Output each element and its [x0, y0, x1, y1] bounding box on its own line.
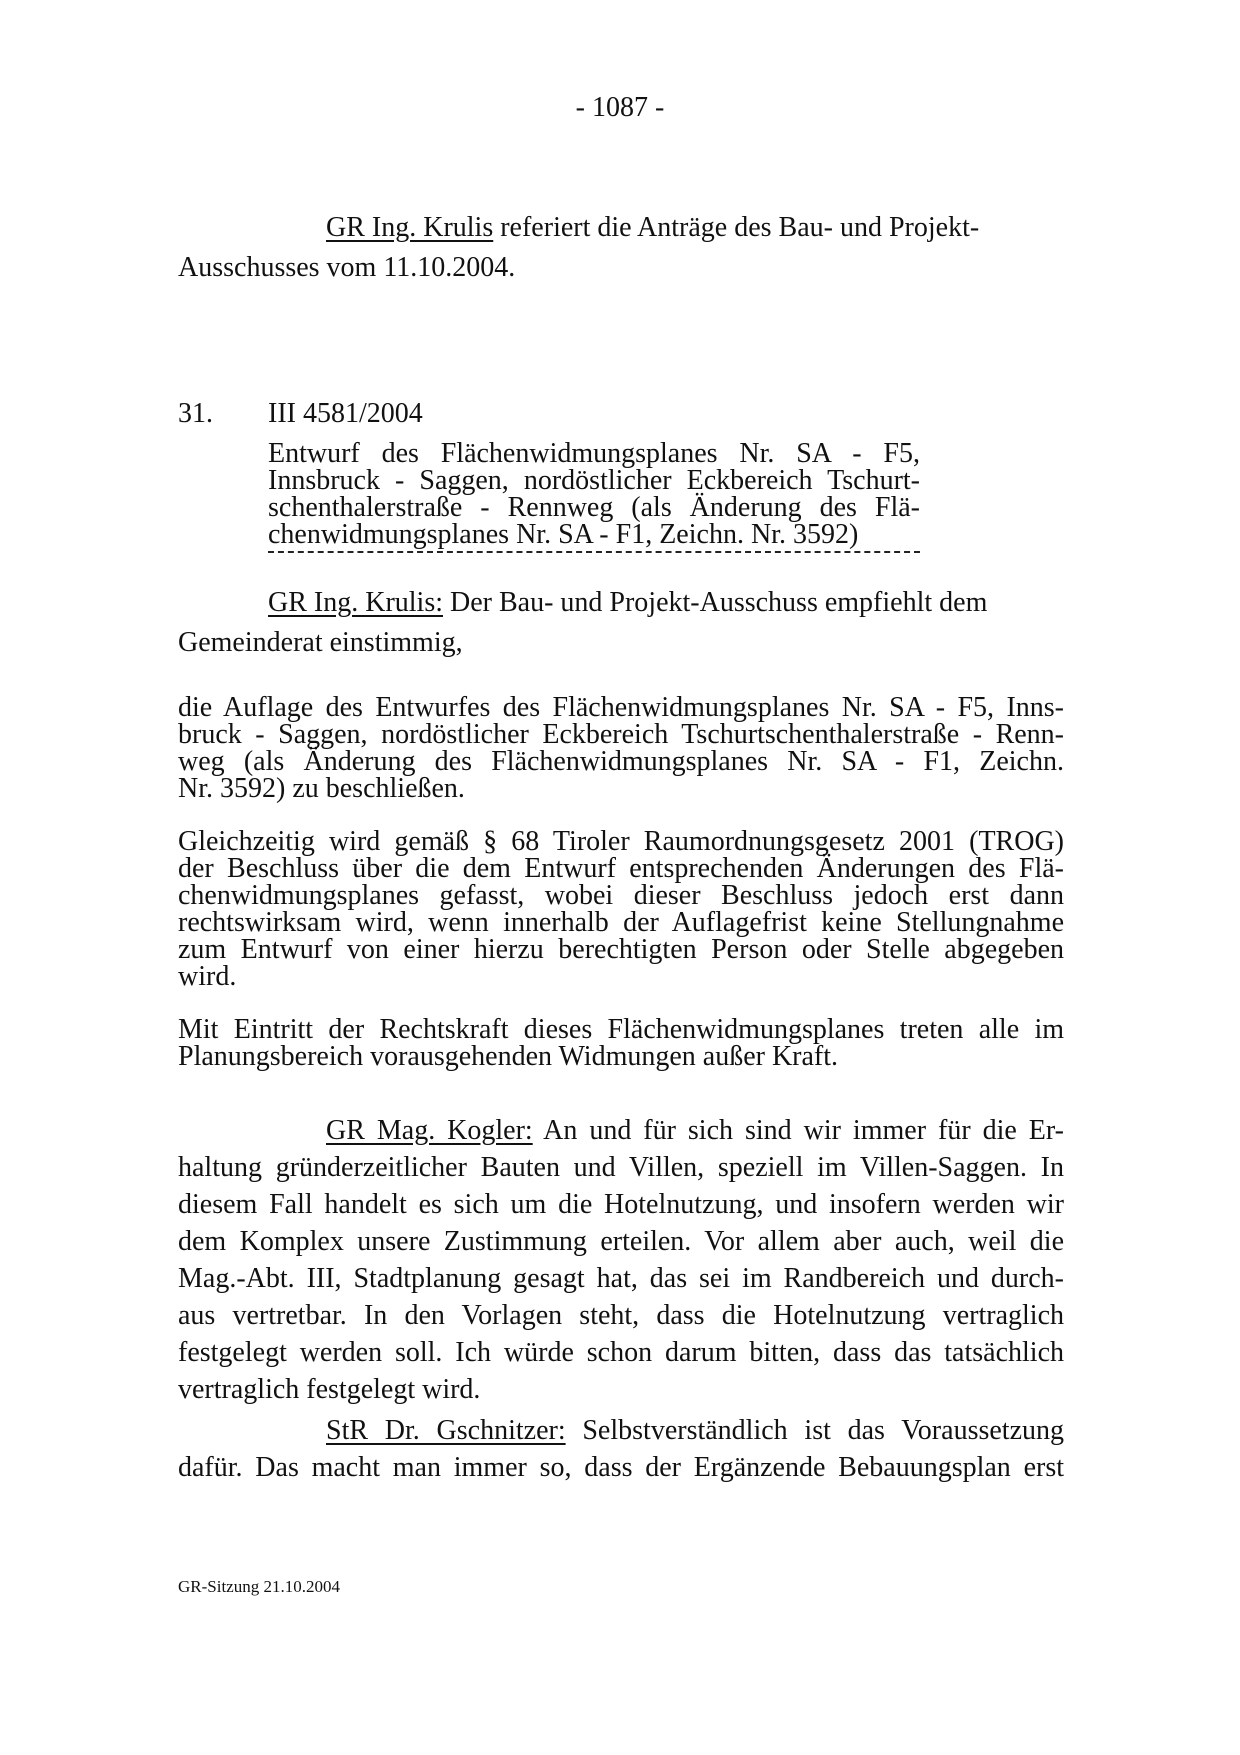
motion-line: bruck - Saggen, nordöstlicher Eckbereich Tschurtschenthalerstraße - Renn- — [178, 719, 1064, 750]
page-number: - 1087 - — [575, 92, 665, 123]
motion-paragraph — [178, 1016, 1064, 1070]
recommendation-line-1 — [178, 583, 1068, 623]
motion-line: Gleichzeitig wird gemäß § 68 Tiroler Raumordnungsgesetz 2001 (TROG) — [178, 826, 1064, 857]
recommendation-paragraph — [178, 583, 1068, 663]
speaker-name: GR Ing. Krulis: — [268, 587, 443, 618]
motion-line: Planungsbereich vorausgehenden Widmungen außer Kraft. — [178, 1041, 839, 1072]
debate-line: vertraglich festgelegt wird. — [178, 1374, 481, 1405]
debate-text: An und für sich sind wir immer für die Er- — [532, 1115, 1064, 1146]
item-title-line: chenwidmungsplanes Nr. SA - F1, Zeichn. Nr. 3592) — [268, 519, 859, 550]
motion-line: die Auflage des Entwurfes des Flächenwidmungsplanes Nr. SA - F5, Inns- — [178, 692, 1064, 723]
dashed-divider — [268, 551, 920, 553]
recommendation-line-2: Gemeinderat einstimmig, — [178, 627, 463, 658]
debate-line: diesem Fall handelt es sich um die Hotelnutzung, und insofern werden wir — [178, 1189, 1064, 1220]
intro-line-2: Ausschusses vom 11.10.2004. — [178, 252, 516, 283]
motion-paragraph — [178, 694, 1064, 802]
debate-line: dafür. Das macht man immer so, dass der Ergänzende Bebauungsplan erst — [178, 1452, 1064, 1483]
item-title — [268, 440, 920, 548]
motion-line: wird. — [178, 961, 237, 992]
motion-line: chenwidmungsplanes gefasst, wobei dieser Beschluss jedoch erst dann — [178, 880, 1064, 911]
intro-line-1 — [178, 208, 1068, 248]
debate-line: festgelegt werden soll. Ich würde schon darum bitten, dass das tatsächlich — [178, 1337, 1064, 1368]
debate-line — [178, 1412, 1064, 1449]
debate-line: haltung gründerzeitlicher Bauten und Villen, speziell im Villen-Saggen. In — [178, 1152, 1064, 1183]
debate-line — [178, 1112, 1064, 1149]
item-reference: III 4581/2004 — [268, 398, 423, 429]
speaker-name: GR Mag. Kogler: — [326, 1115, 533, 1146]
debate-paragraph — [178, 1412, 1064, 1486]
debate-paragraph — [178, 1112, 1064, 1408]
item-number: 31. — [178, 398, 213, 429]
speaker-name: StR Dr. Gschnitzer: — [326, 1415, 566, 1446]
motion-line: Mit Eintritt der Rechtskraft dieses Flächenwidmungsplanes treten alle im — [178, 1014, 1064, 1045]
motion-line: zum Entwurf von einer hierzu berechtigten Person oder Stelle abgegeben — [178, 934, 1064, 965]
motion-line: weg (als Änderung des Flächenwidmungsplanes Nr. SA - F1, Zeichn. — [178, 746, 1064, 777]
motion-paragraph — [178, 828, 1064, 990]
intro-text: referiert die Anträge des Bau- und Projekt- — [493, 212, 980, 243]
motion-line: rechtswirksam wird, wenn innerhalb der Auflagefrist keine Stellungnahme — [178, 907, 1064, 938]
debate-line: Mag.-Abt. III, Stadtplanung gesagt hat, das sei im Randbereich und durch- — [178, 1263, 1064, 1294]
item-title-line: Entwurf des Flächenwidmungsplanes Nr. SA - F5, — [268, 438, 920, 469]
debate-line: aus vertretbar. In den Vorlagen steht, dass die Hotelnutzung vertraglich — [178, 1300, 1064, 1331]
speaker-name: GR Ing. Krulis — [326, 212, 494, 243]
debate-line: dem Komplex unsere Zustimmung erteilen. Vor allem aber auch, weil die — [178, 1226, 1064, 1257]
motion-line: Nr. 3592) zu beschließen. — [178, 773, 465, 804]
motion-line: der Beschluss über die dem Entwurf entsprechenden Änderungen des Flä- — [178, 853, 1064, 884]
debate-text: Selbstverständlich ist das Voraussetzung — [565, 1415, 1064, 1446]
intro-paragraph — [178, 208, 1068, 288]
page-footer: GR-Sitzung 21.10.2004 — [178, 1577, 340, 1596]
item-title-line: schenthalerstraße - Rennweg (als Änderung des Flä- — [268, 492, 920, 523]
recommendation-text: Der Bau- und Projekt-Ausschuss empfiehlt dem — [443, 587, 988, 618]
item-title-line: Innsbruck - Saggen, nordöstlicher Eckbereich Tschurt- — [268, 465, 920, 496]
